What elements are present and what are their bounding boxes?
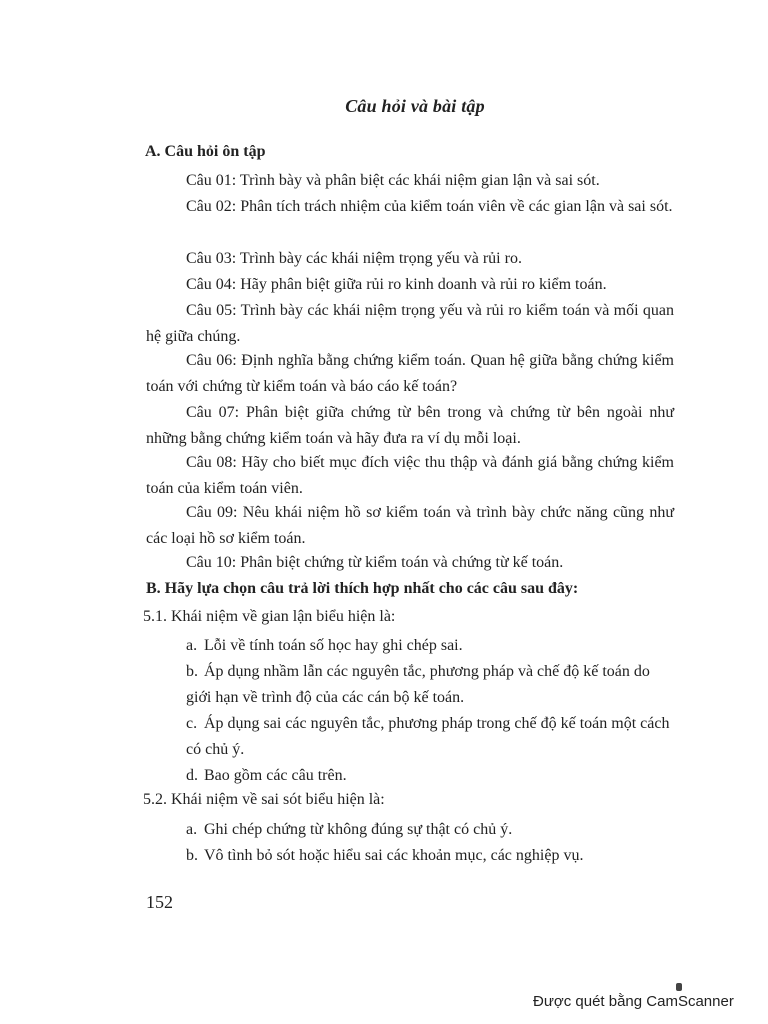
option-text: Lỗi về tính toán số học hay ghi chép sai. xyxy=(204,637,463,654)
question-10: Câu 10: Phân biệt chứng từ kiểm toán và chứng từ kế toán. xyxy=(186,554,564,571)
question-03: Câu 03: Trình bày các khái niệm trọng yếu và rủi ro. xyxy=(186,250,522,267)
option-letter: d. xyxy=(186,767,198,784)
option-text: Áp dụng nhầm lẫn các nguyên tắc, phương pháp và chế độ kế toán do giới hạn về trình độ của các cán bộ kế toán. xyxy=(186,663,650,706)
question-02: Câu 02: Phân tích trách nhiệm của kiểm toán viên về các gian lận và sai sót. xyxy=(186,198,673,215)
option-letter: c. xyxy=(186,715,198,732)
question-06: Câu 06: Định nghĩa bằng chứng kiểm toán. Quan hệ giữa bằng chứng kiểm toán với chứng từ kiểm toán và báo cáo kế toán? xyxy=(146,352,674,395)
option-5-2-b xyxy=(186,843,676,869)
option-5-1-b xyxy=(186,659,676,711)
question-5-2-prompt: 5.2. Khái niệm về sai sót biểu hiện là: xyxy=(143,791,385,808)
question-09: Câu 09: Nêu khái niệm hồ sơ kiểm toán và trình bày chức năng cũng như các loại hồ sơ kiểm toán. xyxy=(146,504,674,547)
question-04: Câu 04: Hãy phân biệt giữa rủi ro kinh doanh và rủi ro kiểm toán. xyxy=(186,276,607,293)
section-b-heading: B. Hãy lựa chọn câu trả lời thích hợp nhất cho các câu sau đây: xyxy=(146,580,579,597)
question-07: Câu 07: Phân biệt giữa chứng từ bên trong và chứng từ bên ngoài như những bằng chứng kiểm toán và hãy đưa ra ví dụ mỗi loại. xyxy=(146,404,674,447)
question-01: Câu 01: Trình bày và phân biệt các khái niệm gian lận và sai sót. xyxy=(186,172,600,189)
option-letter: b. xyxy=(186,847,198,864)
question-08: Câu 08: Hãy cho biết mục đích việc thu thập và đánh giá bằng chứng kiểm toán của kiểm toán viên. xyxy=(146,454,674,497)
section-a-heading: A. Câu hỏi ôn tập xyxy=(145,143,266,160)
page-title: Câu hỏi và bài tập xyxy=(345,96,485,116)
option-text: Vô tình bỏ sót hoặc hiểu sai các khoản mục, các nghiệp vụ. xyxy=(204,847,584,864)
option-letter: a. xyxy=(186,637,198,654)
option-5-1-c xyxy=(186,711,676,763)
option-letter: b. xyxy=(186,663,198,680)
option-5-1-a xyxy=(186,633,676,659)
scan-artifact xyxy=(676,983,682,991)
page-number: 152 xyxy=(146,892,173,912)
option-text: Bao gồm các câu trên. xyxy=(204,767,347,784)
option-letter: a. xyxy=(186,821,198,838)
question-05: Câu 05: Trình bày các khái niệm trọng yếu và rủi ro kiểm toán và mối quan hệ giữa chúng. xyxy=(146,302,674,345)
option-5-2-a xyxy=(186,817,676,843)
option-5-1-d xyxy=(186,763,676,789)
option-text: Áp dụng sai các nguyên tắc, phương pháp trong chế độ kế toán một cách có chủ ý. xyxy=(186,715,670,758)
camscanner-watermark: Được quét bằng CamScanner xyxy=(533,993,734,1010)
option-text: Ghi chép chứng từ không đúng sự thật có chủ ý. xyxy=(204,821,513,838)
question-5-1-prompt: 5.1. Khái niệm về gian lận biểu hiện là: xyxy=(143,608,396,625)
